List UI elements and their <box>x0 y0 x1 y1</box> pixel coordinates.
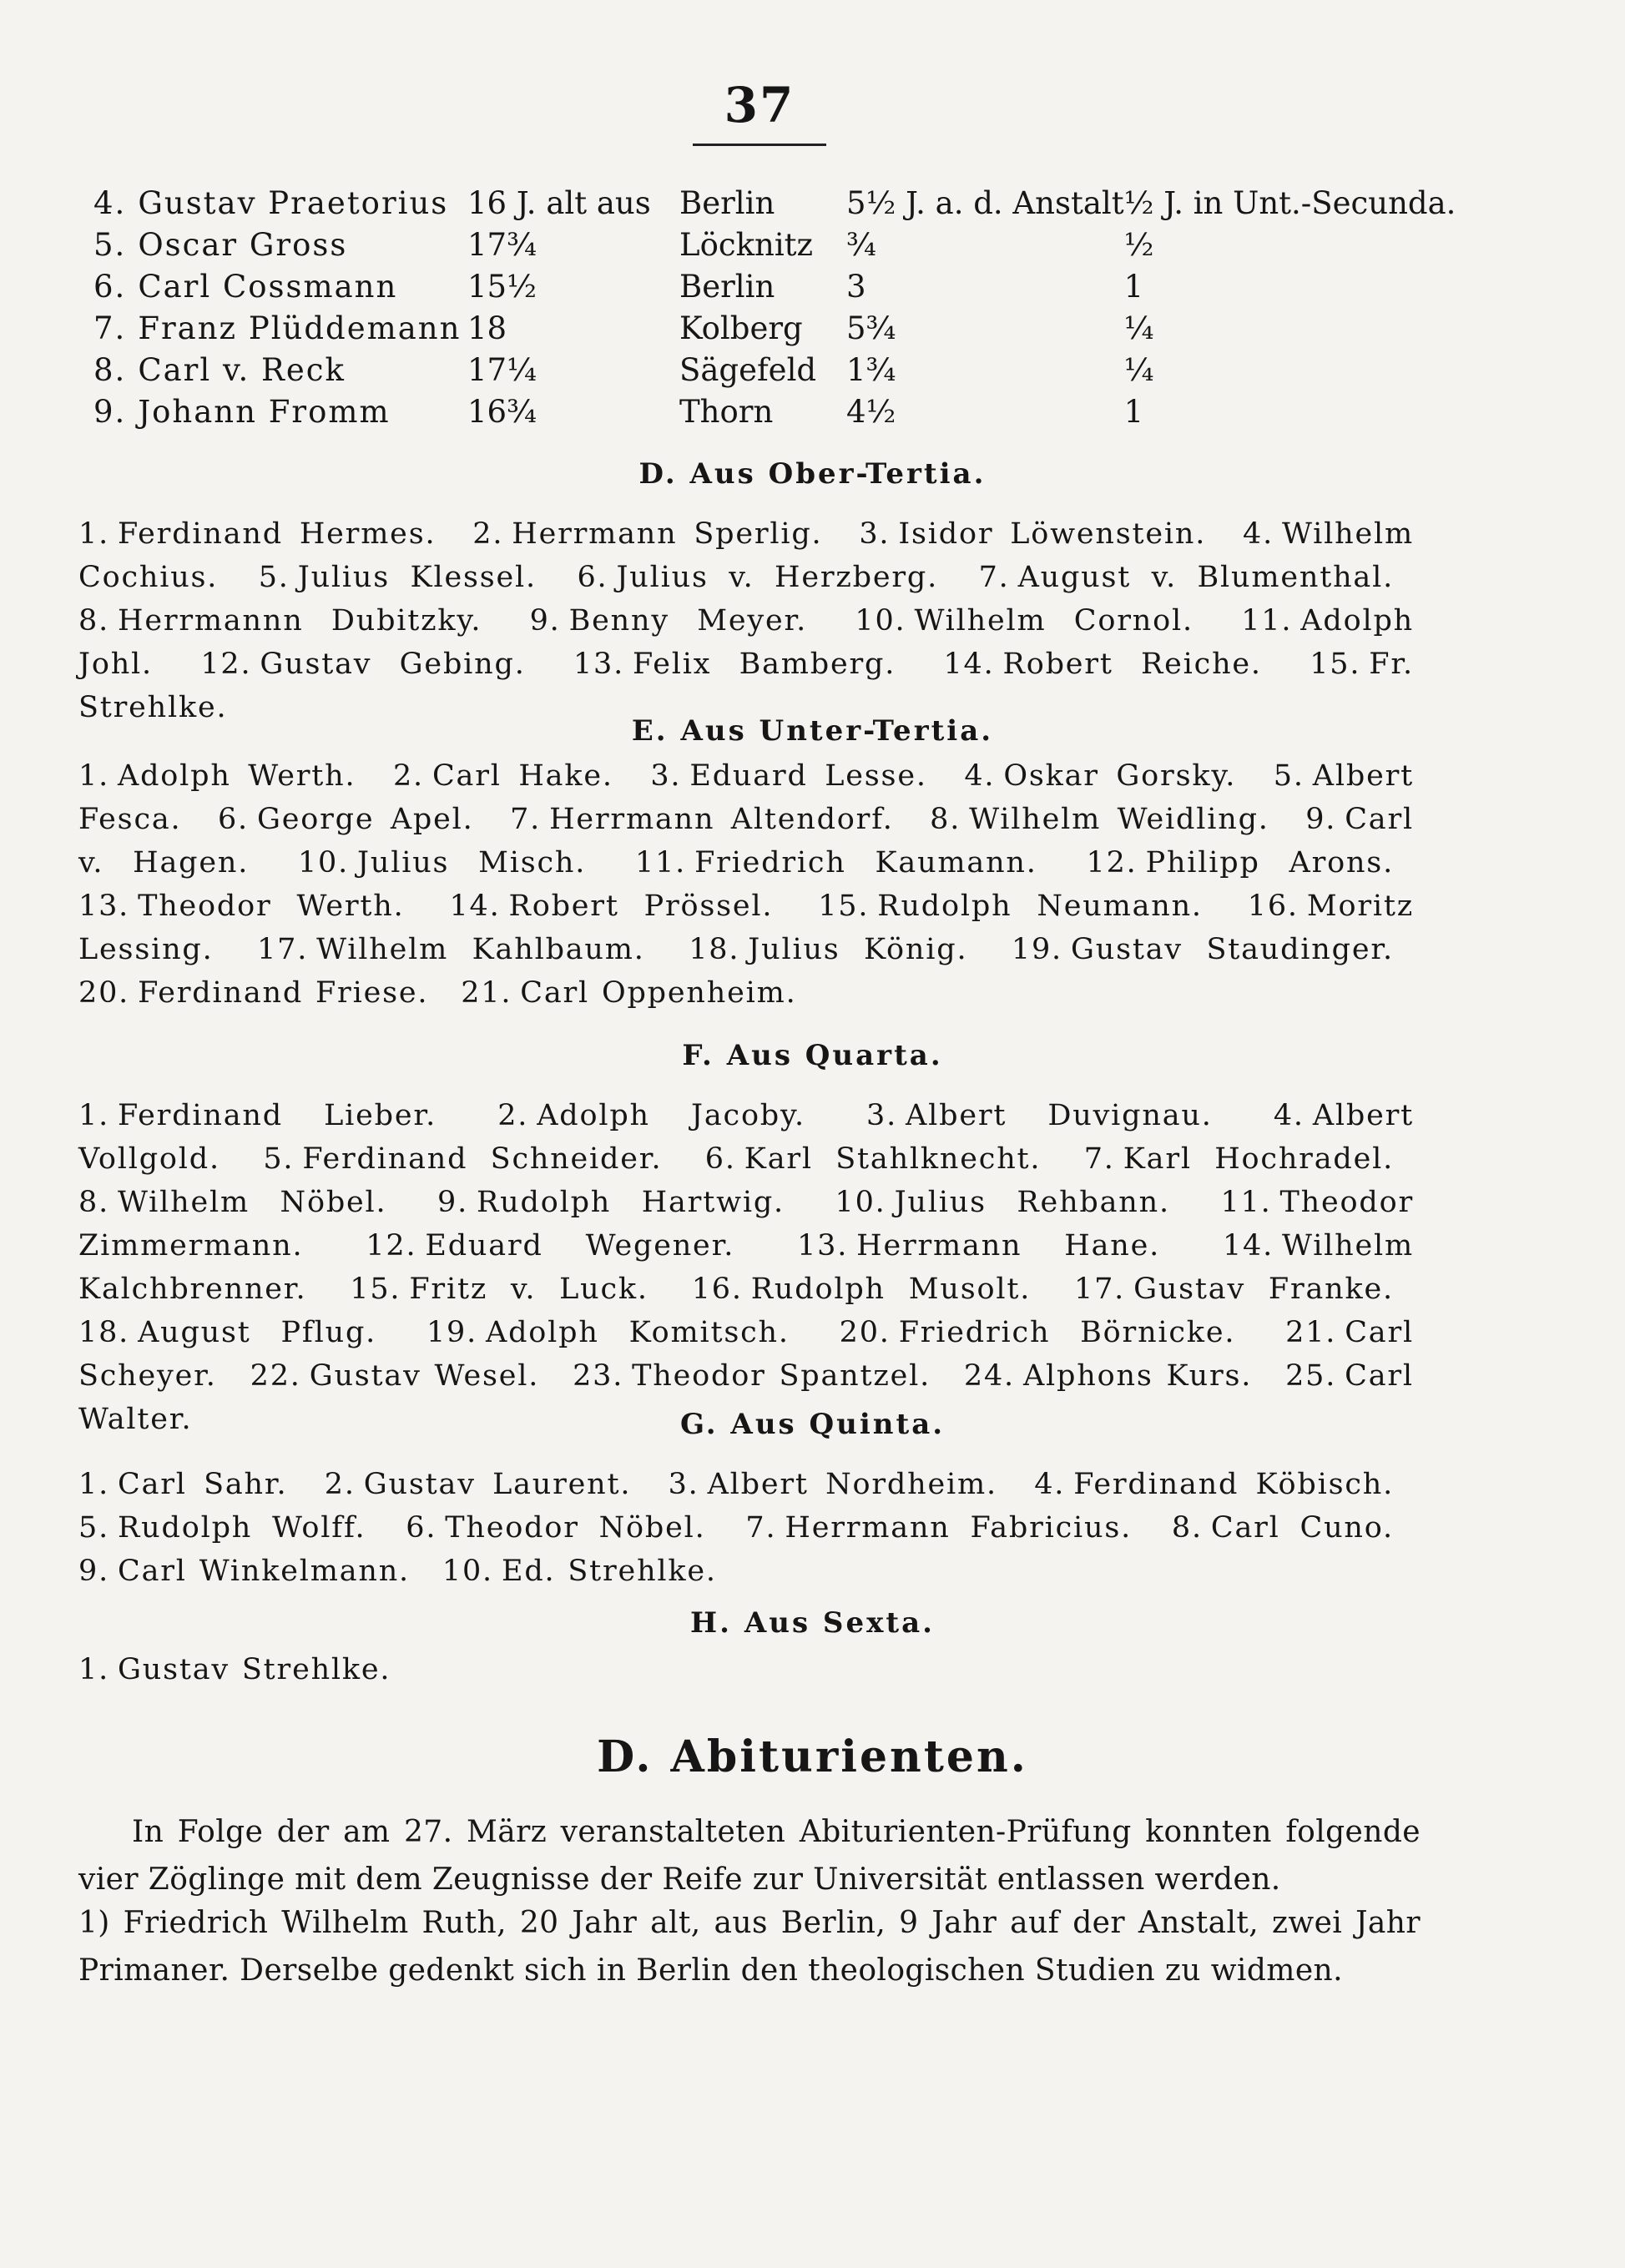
list-item <box>78 1316 376 1349</box>
list-item-name: Wilhelm Cornol. <box>914 604 1194 638</box>
list-item <box>78 1099 437 1132</box>
list-item-number: 11. <box>1220 1186 1272 1219</box>
list-item-name: Rudolph Musolt. <box>750 1273 1032 1306</box>
list-item-name: Gustav Gebing. <box>260 648 526 681</box>
pupil-class-cell <box>1124 307 1529 349</box>
list-item <box>689 933 967 966</box>
list-item-number: 5. <box>258 561 290 594</box>
list-item <box>669 1468 997 1501</box>
list-item-name: Carl v. Hagen. <box>78 803 1414 879</box>
list-item-name: George Apel. <box>256 803 474 836</box>
list-item-name: Carl Winkelmann. <box>118 1555 410 1588</box>
list-item <box>1172 1511 1394 1545</box>
list-item-number: 9. <box>1305 803 1337 836</box>
pupil-age-cell <box>467 265 679 307</box>
list-item-number: 2. <box>324 1468 356 1501</box>
pupil-city-cell <box>679 391 846 432</box>
list-item-name: Herrmannn Dubitzky. <box>118 604 482 638</box>
list-item <box>855 604 1194 638</box>
cell-text: ½ J. in Unt.-Secunda. <box>1123 184 1456 221</box>
list-item-name: Wilhelm Kahlbaum. <box>316 933 645 966</box>
pupil-age-cell <box>467 224 679 265</box>
cell-text: 1¾ <box>846 351 896 388</box>
table-row <box>93 307 1529 349</box>
pupil-class-cell <box>1124 391 1529 432</box>
list-item-number: 17. <box>257 933 309 966</box>
list-item-number: 2. <box>392 759 424 793</box>
list-item-number: 3. <box>859 517 891 551</box>
list-item-number: 19. <box>426 1316 478 1349</box>
cell-text: Johann Fromm <box>138 393 391 430</box>
list-item-name: Rudolph Neumann. <box>877 890 1203 923</box>
page-number: 37 <box>724 77 795 134</box>
list-item <box>1087 846 1394 879</box>
list-item-number: 8. <box>930 803 961 836</box>
list-item-number: 10. <box>835 1186 886 1219</box>
pupil-years-cell <box>846 224 1124 265</box>
row-number: 9. <box>93 393 127 430</box>
table-row <box>93 391 1529 432</box>
list-item <box>650 759 926 793</box>
list-item-name: Carl Hake. <box>431 759 613 793</box>
pupil-city-cell <box>679 349 846 391</box>
list-item-name: Albert Vollgold. <box>78 1099 1414 1176</box>
cell-text: 3 <box>846 268 866 305</box>
list-item-name: Philipp Arons. <box>1145 846 1394 879</box>
pupil-table <box>93 182 1529 432</box>
cell-text: 4½ <box>846 393 896 430</box>
list-item <box>1012 933 1394 966</box>
table-row <box>93 182 1529 224</box>
cell-text: Löcknitz <box>679 226 814 263</box>
list-item-name: Gustav Wesel. <box>309 1359 540 1393</box>
list-item-name: Karl Hochradel. <box>1123 1142 1395 1176</box>
list-item-name: Karl Stahlknecht. <box>744 1142 1042 1176</box>
list-item-name: Friedrich Kaumann. <box>694 846 1037 879</box>
list-item-number: 14. <box>449 890 501 923</box>
list-item-name: August Pflug. <box>138 1316 377 1349</box>
list-item <box>78 759 356 793</box>
list-item-number: 6. <box>406 1511 437 1545</box>
list-item-number: 17. <box>1074 1273 1126 1306</box>
list-item-number: 12. <box>200 648 252 681</box>
list-item-number: 5. <box>1273 759 1305 793</box>
section-list-quinta <box>78 1463 1414 1593</box>
pupil-name-cell <box>93 349 467 391</box>
list-item <box>437 1186 785 1219</box>
list-item-number: 10. <box>297 846 350 879</box>
list-item <box>979 561 1394 594</box>
cell-text: 16¾ <box>467 393 537 430</box>
list-item-number: 13. <box>797 1229 849 1263</box>
cell-text: 15½ <box>467 268 537 305</box>
list-item-number: 1. <box>78 759 109 793</box>
list-item-name: Julius König. <box>748 933 968 966</box>
list-item <box>78 890 405 923</box>
row-number: 4. <box>93 184 127 221</box>
section-title-sexta: H. Aus Sexta. <box>690 1606 935 1640</box>
list-item <box>325 1468 632 1501</box>
cell-text: Kolberg <box>679 310 803 346</box>
list-item-number: 12. <box>366 1229 417 1263</box>
list-item-name: Wilhelm Cochius. <box>78 517 1414 594</box>
row-number: 6. <box>93 268 127 305</box>
list-item-number: 20. <box>839 1316 891 1349</box>
list-item-name: Isidor Löwenstein. <box>898 517 1207 551</box>
list-item <box>835 1186 1170 1219</box>
list-item <box>840 1316 1236 1349</box>
cell-text: Oscar Gross <box>138 226 348 263</box>
list-item-number: 11. <box>635 846 687 879</box>
cell-text: 5½ J. a. d. Anstalt <box>846 184 1124 221</box>
list-item-name: Carl Walter. <box>78 1359 1414 1436</box>
list-item-name: Robert Reiche. <box>1002 648 1262 681</box>
list-item-number: 7. <box>978 561 1010 594</box>
cell-text: 1 <box>1123 393 1144 430</box>
pupil-age-cell <box>467 391 679 432</box>
list-item-number: 22. <box>250 1359 301 1393</box>
list-item-number: 9. <box>437 1186 469 1219</box>
list-item-number: 25. <box>1285 1359 1337 1393</box>
list-item <box>530 604 807 638</box>
list-item-name: Wilhelm Kalchbrenner. <box>78 1229 1415 1306</box>
list-item-name: Carl Cuno. <box>1210 1511 1394 1545</box>
cell-text: 18 <box>467 310 507 346</box>
list-item-number: 13. <box>573 648 625 681</box>
list-item-number: 14. <box>943 648 995 681</box>
list-item-number: 13. <box>78 890 130 923</box>
list-item-number: 3. <box>668 1468 699 1501</box>
table-row <box>93 265 1529 307</box>
list-item-name: Adolph Jacoby. <box>537 1099 805 1132</box>
list-item-number: 11. <box>1241 604 1293 638</box>
list-item <box>635 846 1037 879</box>
list-item <box>964 1359 1252 1393</box>
list-item-number: 18. <box>689 933 740 966</box>
row-number: 5. <box>93 226 127 263</box>
list-item-number: 23. <box>573 1359 624 1393</box>
cell-text: Gustav Praetorius <box>138 184 449 221</box>
list-item-name: Theodor Zimmermann. <box>78 1186 1415 1263</box>
list-item-name: Friedrich Börnicke. <box>898 1316 1236 1349</box>
list-item-name: Adolph Werth. <box>118 759 356 793</box>
list-item-number: 15. <box>818 890 870 923</box>
list-item <box>78 1511 366 1545</box>
list-item <box>1084 1142 1394 1176</box>
list-item-name: Moritz Lessing. <box>78 890 1414 966</box>
list-item-name: Julius Klessel. <box>297 561 537 594</box>
list-item <box>797 1229 1160 1263</box>
section-title-quinta: G. Aus Quinta. <box>679 1408 946 1441</box>
list-item-name: Ed. Strehlke. <box>501 1555 717 1588</box>
section-list-unter-tertia <box>78 754 1414 1015</box>
list-item <box>350 1273 648 1306</box>
list-item <box>930 803 1269 836</box>
section-title-quarta: F. Aus Quarta. <box>682 1039 943 1072</box>
list-item <box>406 1511 705 1545</box>
list-item-name: Julius Rehbann. <box>894 1186 1170 1219</box>
list-item-name: Robert Prössel. <box>508 890 774 923</box>
list-item-name: Rudolph Wolff. <box>118 1511 366 1545</box>
cell-text: Berlin <box>679 268 775 305</box>
cell-text: Carl Cossmann <box>138 268 398 305</box>
list-item-name: Albert Fesca. <box>78 759 1414 836</box>
pupil-years-cell <box>846 265 1124 307</box>
list-item-number: 6. <box>217 803 249 836</box>
list-item-number: 20. <box>78 976 130 1010</box>
list-item-name: Ferdinand Lieber. <box>118 1099 437 1132</box>
list-item-name: Carl Oppenheim. <box>520 976 797 1010</box>
list-item-name: Herrmann Fabricius. <box>785 1511 1133 1545</box>
cell-text: Sägefeld <box>679 351 817 388</box>
list-item-name: Herrmann Altendorf. <box>549 803 894 836</box>
list-item-name: Julius Misch. <box>357 846 587 879</box>
list-item <box>78 976 428 1010</box>
list-item <box>426 1316 790 1349</box>
list-item-number: 21. <box>461 976 512 1010</box>
list-item-number: 21. <box>1285 1316 1337 1349</box>
cell-text: 16 J. alt aus <box>467 184 651 221</box>
list-item <box>78 1186 386 1219</box>
list-item <box>964 759 1236 793</box>
list-item <box>78 1468 287 1501</box>
list-item-name: Julius v. Herzberg. <box>616 561 939 594</box>
list-item-name: Ferdinand Friese. <box>138 976 429 1010</box>
list-item <box>298 846 586 879</box>
pupil-name-cell <box>93 224 467 265</box>
list-item-name: Fr. Strehlke. <box>78 648 1414 724</box>
list-item-name: Theodor Spantzel. <box>632 1359 931 1393</box>
cell-text: 1 <box>1123 268 1144 305</box>
list-item-name: Theodor Werth. <box>138 890 405 923</box>
pupil-city-cell <box>679 182 846 224</box>
list-item-number: 14. <box>1222 1229 1274 1263</box>
list-item <box>497 1099 805 1132</box>
list-item-number: 5. <box>263 1142 295 1176</box>
list-item-number: 24. <box>963 1359 1015 1393</box>
list-item-name: Albert Nordheim. <box>707 1468 997 1501</box>
list-item <box>200 648 525 681</box>
list-item-name: Carl Scheyer. <box>78 1316 1414 1393</box>
list-item-number: 1. <box>78 1653 109 1686</box>
list-item-name: Eduard Wegener. <box>425 1229 735 1263</box>
cell-text: ¾ <box>846 226 876 263</box>
list-item-number: 2. <box>472 517 504 551</box>
abiturienten-heading: D. Abiturienten. <box>597 1731 1028 1782</box>
list-item-number: 15. <box>350 1273 401 1306</box>
pupil-class-cell <box>1124 265 1529 307</box>
list-item <box>943 648 1261 681</box>
list-item-number: 6. <box>577 561 608 594</box>
list-item-name: August v. Blumenthal. <box>1017 561 1394 594</box>
list-item-number: 9. <box>529 604 561 638</box>
list-item-name: Ferdinand Hermes. <box>118 517 437 551</box>
list-item-number: 8. <box>78 604 109 638</box>
cell-text: Franz Plüddemann <box>138 310 462 346</box>
list-item-number: 3. <box>650 759 682 793</box>
pupil-years-cell <box>846 307 1124 349</box>
list-item-name: Wilhelm Weidling. <box>969 803 1269 836</box>
list-item <box>866 1099 1213 1132</box>
list-item <box>461 976 796 1010</box>
list-item-number: 10. <box>855 604 906 638</box>
list-item-name: Adolph Johl. <box>78 604 1414 681</box>
cell-text: Thorn <box>679 393 774 430</box>
list-item <box>442 1555 717 1588</box>
table-row <box>93 349 1529 391</box>
list-item-number: 15. <box>1310 648 1361 681</box>
section-list-sexta <box>78 1648 1414 1691</box>
list-item-name: Adolph Komitsch. <box>486 1316 790 1349</box>
list-item <box>250 1359 540 1393</box>
list-item-name: Gustav Laurent. <box>363 1468 632 1501</box>
list-item <box>573 1359 931 1393</box>
section-title-unter-tertia: E. Aus Unter-Tertia. <box>631 714 994 748</box>
list-item-number: 4. <box>1273 1099 1305 1132</box>
list-item-name: Ferdinand Köbisch. <box>1073 1468 1394 1501</box>
list-item <box>1034 1468 1394 1501</box>
list-item <box>259 561 537 594</box>
list-item-number: 16. <box>1247 890 1299 923</box>
list-item-number: 10. <box>442 1555 493 1588</box>
pupil-name-cell <box>93 182 467 224</box>
list-item-number: 2. <box>497 1099 529 1132</box>
list-item-name: Theodor Nöbel. <box>445 1511 706 1545</box>
table-row <box>93 224 1529 265</box>
list-item-number: 7. <box>745 1511 777 1545</box>
pupil-age-cell <box>467 182 679 224</box>
list-item <box>257 933 645 966</box>
page-number-rule <box>693 144 826 146</box>
pupil-years-cell <box>846 182 1124 224</box>
list-item-number: 7. <box>510 803 542 836</box>
row-number: 7. <box>93 310 127 346</box>
list-item-name: Rudolph Hartwig. <box>477 1186 785 1219</box>
cell-text: 5¾ <box>846 310 896 346</box>
list-item-name: Oskar Gorsky. <box>1003 759 1237 793</box>
abiturienten-item-1: 1) Friedrich Wilhelm Ruth, 20 Jahr alt, aus Berlin, 9 Jahr auf der Anstalt, zwei Jahr Primaner. Derselbe gedenkt sich in Berlin den theologischen Studien zu widmen. <box>78 1906 1421 1988</box>
list-item-name: Wilhelm Nöbel. <box>118 1186 387 1219</box>
cell-text: Carl v. Reck <box>138 351 346 388</box>
list-item <box>263 1142 662 1176</box>
list-item-name: Felix Bamberg. <box>633 648 896 681</box>
list-item-number: 5. <box>78 1511 109 1545</box>
list-item-name: Gustav Staudinger. <box>1070 933 1394 966</box>
abiturienten-intro: In Folge der am 27. März veranstalteten Abiturienten-Prüfung konnten folgende vier Zöglinge mit dem Zeugnisse der Reife zur Universität entlassen werden. <box>78 1815 1421 1897</box>
list-item <box>705 1142 1042 1176</box>
pupil-name-cell <box>93 265 467 307</box>
cell-text: 17¾ <box>467 226 537 263</box>
section-list-quarta <box>78 1094 1414 1441</box>
pupil-years-cell <box>846 391 1124 432</box>
list-item-name: Gustav Strehlke. <box>118 1653 391 1686</box>
pupil-name-cell <box>93 307 467 349</box>
list-item <box>449 890 773 923</box>
list-item-name: Gustav Franke. <box>1133 1273 1394 1306</box>
list-item-number: 8. <box>78 1186 109 1219</box>
list-item-name: Benny Meyer. <box>568 604 808 638</box>
pupil-city-cell <box>679 307 846 349</box>
list-item <box>78 1653 391 1686</box>
list-item <box>472 517 822 551</box>
cell-text: ¼ <box>1123 310 1154 346</box>
list-item <box>1074 1273 1394 1306</box>
pupil-class-cell <box>1124 349 1529 391</box>
section-list-ober-tertia <box>78 512 1414 729</box>
row-number: 8. <box>93 351 127 388</box>
list-item-number: 18. <box>78 1316 130 1349</box>
list-item-number: 1. <box>78 1468 109 1501</box>
list-item <box>78 1555 410 1588</box>
pupil-city-cell <box>679 224 846 265</box>
list-item <box>78 604 482 638</box>
list-item <box>692 1273 1031 1306</box>
list-item <box>573 648 896 681</box>
list-item-name: Carl Sahr. <box>118 1468 288 1501</box>
pupil-name-cell <box>93 391 467 432</box>
list-item <box>859 517 1206 551</box>
list-item-name: Herrmann Hane. <box>856 1229 1161 1263</box>
cell-text: 17¼ <box>467 351 537 388</box>
cell-text: ¼ <box>1123 351 1154 388</box>
list-item-number: 8. <box>1171 1511 1203 1545</box>
list-item <box>745 1511 1132 1545</box>
list-item <box>577 561 938 594</box>
list-item-number: 1. <box>78 1099 109 1132</box>
pupil-years-cell <box>846 349 1124 391</box>
list-item <box>78 517 436 551</box>
list-item <box>218 803 474 836</box>
pupil-city-cell <box>679 265 846 307</box>
section-title-ober-tertia: D. Aus Ober-Tertia. <box>638 457 987 491</box>
list-item-number: 9. <box>78 1555 109 1588</box>
list-item-name: Eduard Lesse. <box>689 759 927 793</box>
list-item-name: Herrmann Sperlig. <box>512 517 823 551</box>
list-item-number: 4. <box>964 759 996 793</box>
cell-text: ½ <box>1123 226 1154 263</box>
list-item-name: Albert Duvignau. <box>906 1099 1213 1132</box>
cell-text: Berlin <box>679 184 775 221</box>
list-item-number: 16. <box>691 1273 743 1306</box>
list-item-number: 1. <box>78 517 109 551</box>
list-item <box>818 890 1203 923</box>
list-item-number: 4. <box>1034 1468 1066 1501</box>
pupil-age-cell <box>467 307 679 349</box>
pupil-age-cell <box>467 349 679 391</box>
list-item <box>366 1229 734 1263</box>
list-item-number: 19. <box>1011 933 1062 966</box>
pupil-class-cell <box>1124 224 1529 265</box>
list-item-number: 12. <box>1086 846 1138 879</box>
pupil-class-cell <box>1124 182 1529 224</box>
list-item-number: 7. <box>1083 1142 1115 1176</box>
list-item-name: Fritz v. Luck. <box>409 1273 648 1306</box>
list-item-number: 4. <box>1243 517 1274 551</box>
list-item-name: Alphons Kurs. <box>1022 1359 1253 1393</box>
list-item-number: 3. <box>866 1099 898 1132</box>
list-item-number: 6. <box>704 1142 736 1176</box>
list-item <box>393 759 613 793</box>
list-item-name: Ferdinand Schneider. <box>302 1142 663 1176</box>
list-item <box>510 803 894 836</box>
